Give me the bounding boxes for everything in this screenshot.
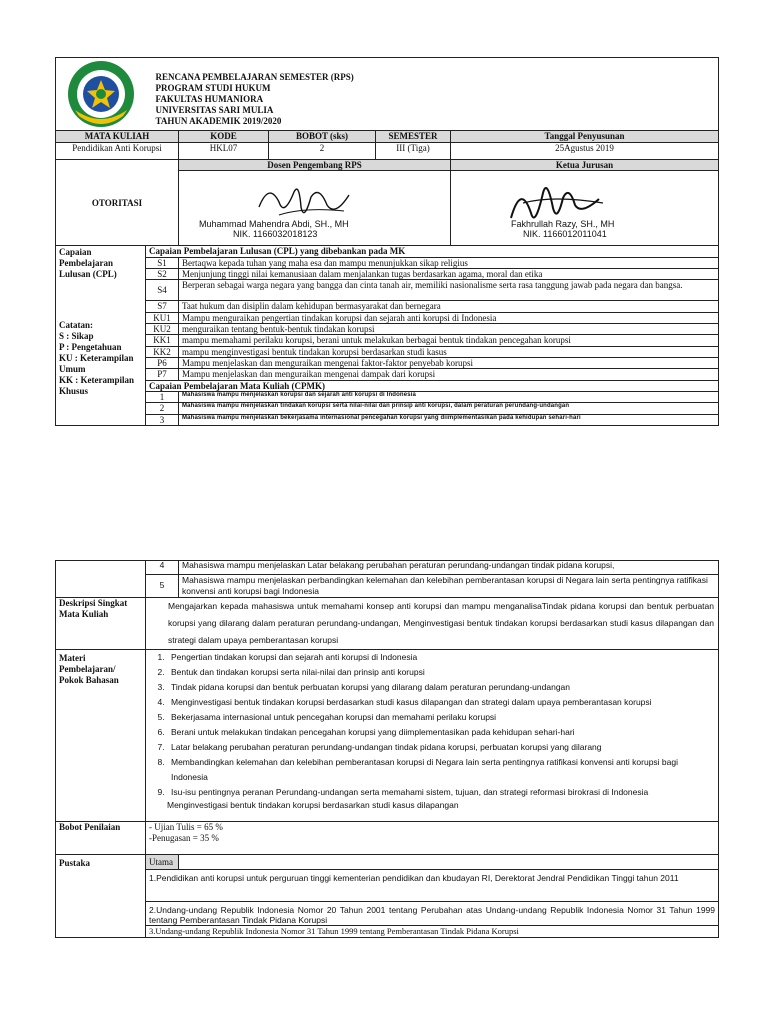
- course-header-mk: MATA KULIAH: [56, 131, 179, 143]
- materi-item: 3. Tindak pidana korupsi dan bentuk perbuatan korupsi yang dilarang dalam peraturan perundang-undangan: [167, 680, 715, 695]
- course-credits: 2: [269, 143, 376, 160]
- page-1: [55, 57, 718, 426]
- cpl-code: KK2: [146, 346, 179, 357]
- course-semester: III (Tiga): [376, 143, 451, 160]
- materi-item: 7. Latar belakang perubahan peraturan perundang-undangan tindak pidana korupsi, perbuatan korupsi yang dilarang: [167, 740, 715, 755]
- cpl-code: P7: [146, 369, 179, 380]
- cpmk-text: Mahasiswa mampu menjelaskan tindakan korupsi serta nilai-nilai dan prinsip anti korupsi, dalam peraturan perundang-undangan: [179, 403, 719, 414]
- pustaka-item: 2.Undang-undang Republik Indonesia Nomor 20 Tahun 2001 tentang Perubahan atas Undang-undang Republik Indonesia Nomor 31 Tahun 1999 tentang Pemberantasan Tindak Pidana Korupsi: [146, 902, 719, 926]
- cpl-code: S1: [146, 257, 179, 268]
- cpmk-no: 5: [146, 575, 179, 598]
- note: KK : Keterampilan Khusus: [59, 375, 134, 397]
- course-header-bobot: BOBOT (sks): [269, 131, 376, 143]
- header-line: RENCANA PEMBELAJARAN SEMESTER (RPS): [155, 72, 354, 82]
- course-code: HKL07: [179, 143, 269, 160]
- cpmk-text: Mahasiswa mampu menjelaskan bekerjasama internasional pencegahan korupsi yang diimplementasikan pada kehidupan sehari-hari: [179, 414, 719, 425]
- deskripsi-text: Mengajarkan kepada mahasiswa untuk memahami konsep anti korupsi dan mampu menganalisaTindak pidana korupsi dan bentuk perbuatan korupsi yang dilarang dalam peraturan perundang-undangan, Menginvestigasi bentuk tindakan korupsi berdasarkan studi kasus dilapangan dan strategi dalam upaya pemberantasan korupsi: [146, 598, 719, 650]
- bobot-cell: [146, 822, 719, 855]
- cpl-text: Mampu menguraikan pengertian tindakan korupsi dan sejarah anti korupsi di Indonesia: [179, 312, 719, 323]
- rps-title-block: [146, 58, 719, 131]
- note: KU : Keterampilan Umum: [59, 353, 134, 375]
- header-line: FAKULTAS HUMANIORA: [155, 94, 264, 104]
- pustaka-item: 1.Pendidikan anti korupsi untuk perguruan tinggi kementerian pendidikan dan kbudayan RI, Derektorat Jendral Pendidikan Tinggi tahun 2011: [146, 870, 719, 902]
- utama-label: Utama: [146, 855, 179, 870]
- pustaka-label: Pustaka: [56, 855, 146, 938]
- cpl-text: mampu memahami perilaku korupsi, berani untuk melakukan berbagai bentuk tindakan pencegahan korupsi: [179, 335, 719, 346]
- cpmk-no: 1: [146, 392, 179, 403]
- cpl-code: KU2: [146, 324, 179, 335]
- page-2: [55, 560, 718, 938]
- materi-item: 4. Menginvestigasi bentuk tindakan korupsi berdasarkan studi kasus dilapangan dan strategi dalam upaya pemberantasan korupsi: [167, 695, 715, 710]
- cpl-left-column: [56, 246, 146, 426]
- bobot-item: - Ujian Tulis = 65 %: [149, 822, 223, 832]
- cpmk-no: 2: [146, 403, 179, 414]
- university-logo: [61, 58, 141, 130]
- cpl-text: Bertaqwa kepada tuhan yang maha esa dan mampu menunjukkan sikap religius: [179, 257, 719, 268]
- cpmk-text: Mahasiswa mampu menjelaskan perbandingkan kelemahan dan kelebihan pemberantasan korupsi di Negara lain serta pentingnya ratifikasi konvensi anti korupsi bagi Indonesia: [179, 575, 719, 598]
- bobot-label: Bobot Penilaian: [56, 822, 146, 855]
- materi-extra: Menginvestigasi bentuk tindakan korupsi berdasarkan studi kasus dilapangan: [167, 800, 459, 810]
- cpl-text: Mampu menjelaskan dan menguraikan mengenai dampak dari korupsi: [179, 369, 719, 380]
- cpl-text: Taat hukum dan disiplin dalam kehidupan bermasyarakat dan bernegara: [179, 301, 719, 312]
- cpl-text: mampu menginvestigasi bentuk tindakan korupsi berdasarkan studi kasus: [179, 346, 719, 357]
- cpmk-title: Capaian Pembelajaran Mata Kuliah (CPMK): [146, 380, 719, 391]
- dev-nik: NIK. 1166032018123: [233, 229, 318, 240]
- cpl-text: Mampu menjelaskan dan menguraikan mengenai faktor-faktor penyebab korupsi: [179, 358, 719, 369]
- materi-label: Materi Pembelajaran/ Pokok Bahasan: [56, 650, 146, 822]
- materi-list: [149, 650, 715, 800]
- cpl-code: KU1: [146, 312, 179, 323]
- materi-item: 5. Bekerjasama internasional untuk pencegahan korupsi dan memahami perilaku korupsi: [167, 710, 715, 725]
- cpl-text: Berperan sebagai warga negara yang bangga dan cinta tanah air, memiliki nasionalisme serta rasa tanggung jawab pada negara dan bangsa.: [179, 280, 719, 301]
- otoritas-label: OTORITASI: [56, 160, 179, 246]
- materi-cell: [146, 650, 719, 822]
- cpl-text: Menjunjung tinggi nilai kemanusiaan dalam menjalankan tugas berdasarkan agama, moral dan etika: [179, 269, 719, 280]
- utama-spacer: [179, 855, 719, 870]
- cpl-text: menguraikan tentang bentuk-bentuk tindakan korupsi: [179, 324, 719, 335]
- cpl-code: S2: [146, 269, 179, 280]
- course-header-tanggal: Tanggal Penyusunan: [451, 131, 719, 143]
- head-nik: NIK. 1166012011041: [523, 229, 607, 240]
- cpl-code: KK1: [146, 335, 179, 346]
- bobot-item: -Penugasan = 35 %: [149, 833, 219, 843]
- deskripsi-label: Deskripsi Singkat Mata Kuliah: [56, 598, 146, 650]
- course-header-kode: KODE: [179, 131, 269, 143]
- course-name: Pendidikan Anti Korupsi: [56, 143, 179, 160]
- materi-item: 2. Bentuk dan tindakan korupsi serta nilai-nilai dan prinsip anti korupsi: [167, 665, 715, 680]
- pustaka-item: 3.Undang-undang Republik Indonesia Nomor 31 Tahun 1999 tentang Pemberantasan Tindak Pidana Korupsi: [146, 926, 719, 938]
- course-header-semester: SEMESTER: [376, 131, 451, 143]
- materi-item: 9. Isu-isu pentingnya peranan Perundang-undangan serta memahami sistem, tujuan, dan strategi reformasi birokrasi di Indonesia: [167, 785, 715, 800]
- materi-item: 8. Membandingkan kelemahan dan kelebihan pemberantasan korupsi di Negara lain serta pentingnya ratifikasi konvensi anti korupsi bagi Indonesia: [167, 755, 715, 785]
- materi-item: 1. Pengertian tindakan korupsi dan sejarah anti korupsi di Indonesia: [167, 650, 715, 665]
- dev-title: Dosen Pengembang RPS: [179, 160, 451, 171]
- head-name: Fakhrullah Razy, SH., MH: [511, 219, 615, 230]
- course-date: 25Agustus 2019: [451, 143, 719, 160]
- cpmk-no: 4: [146, 561, 179, 575]
- note: S : Sikap: [59, 331, 94, 342]
- cpl-code: S4: [146, 280, 179, 301]
- header-line: PROGRAM STUDI HUKUM: [155, 83, 271, 93]
- logo-cell: [56, 58, 146, 131]
- cpmk-text: Mahasiswa mampu menjelaskan korupsi dan sejarah anti korupsi di Indonesia: [179, 392, 719, 403]
- header-line: TAHUN AKADEMIK 2019/2020: [155, 116, 282, 126]
- cpmk-no: 3: [146, 414, 179, 425]
- cpl-code: P6: [146, 358, 179, 369]
- head-signature-cell: [451, 171, 719, 246]
- cpl-code: S7: [146, 301, 179, 312]
- cpl-left-title: Capaian Pembelajaran Lulusan (CPL): [59, 247, 117, 280]
- cpmk-text: Mahasiswa mampu menjelaskan Latar belakang perubahan peraturan perundang-undangan tindak pidana korupsi,: [179, 561, 719, 575]
- note: P : Pengetahuan: [59, 342, 122, 353]
- blank-cell: [56, 561, 146, 598]
- cpl-title: Capaian Pembelajaran Lulusan (CPL) yang dibebankan pada MK: [146, 246, 719, 257]
- dev-name: Muhammad Mahendra Abdi, SH., MH: [199, 219, 349, 230]
- head-title: Ketua Jurusan: [451, 160, 719, 171]
- note: Catatan:: [59, 320, 93, 331]
- header-line: UNIVERSITAS SARI MULIA: [155, 105, 274, 115]
- dev-signature-cell: [179, 171, 451, 246]
- materi-item: 6. Berani untuk melakukan tindakan pencegahan korupsi yang diimplementasikan pada kehidupan sehari-hari: [167, 725, 715, 740]
